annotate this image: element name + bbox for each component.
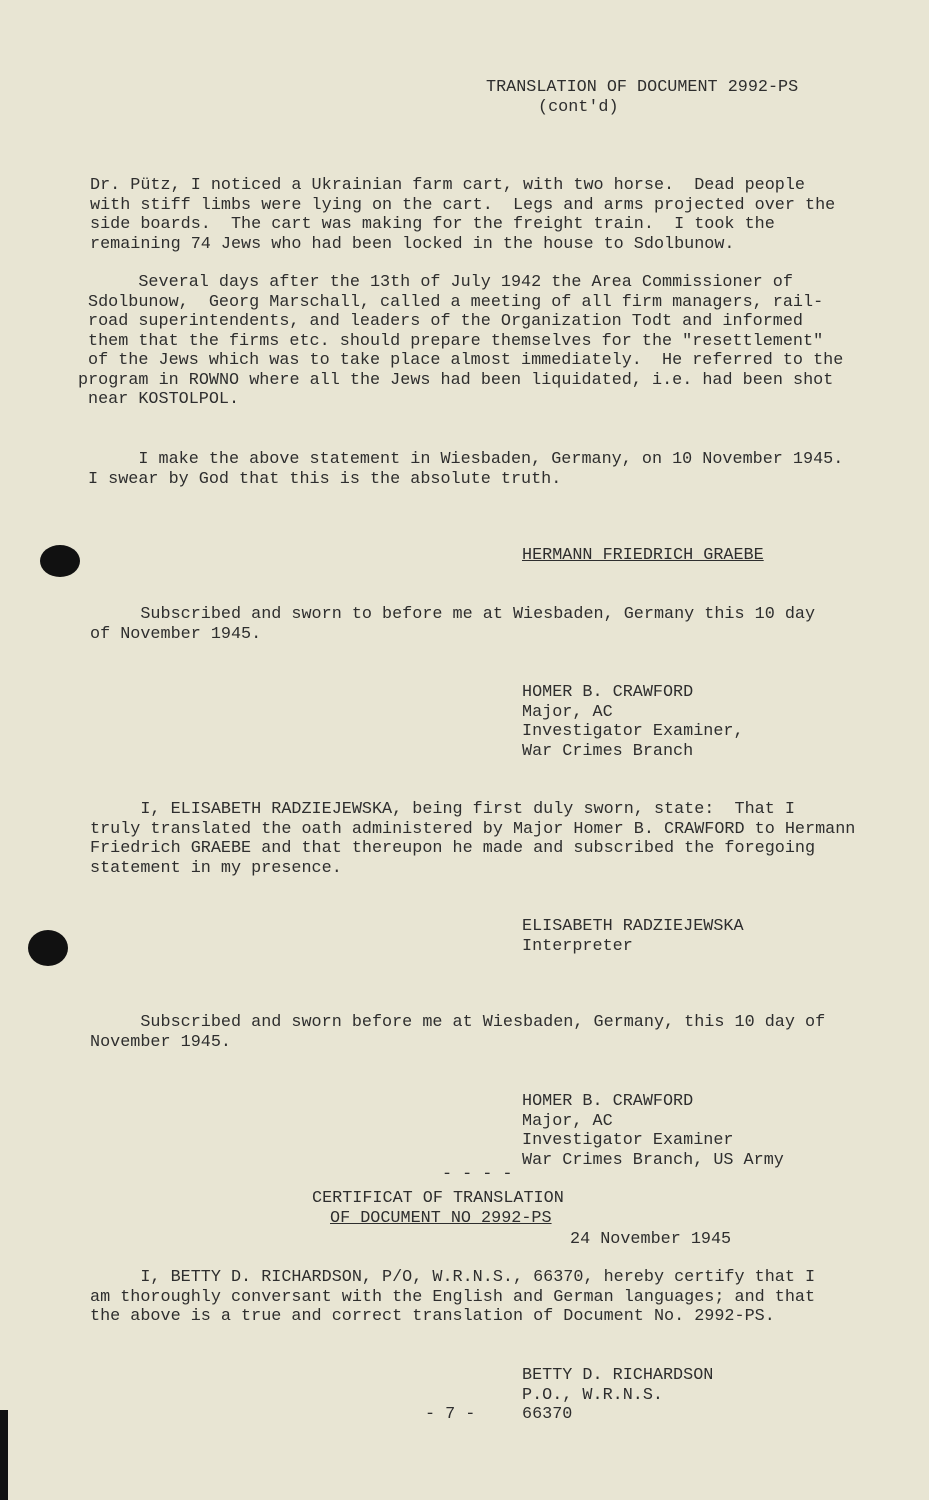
text-line: Several days after the 13th of July 1942 the Area Commissioner of <box>88 273 793 292</box>
sworn-statement-1 <box>90 605 815 644</box>
text-line: the above is a true and correct translation of Document No. 2992-PS. <box>90 1307 775 1326</box>
certificate-subheading: OF DOCUMENT NO 2992-PS <box>330 1208 552 1228</box>
text-line: ELISABETH RADZIEJEWSKA <box>522 917 744 936</box>
punch-hole-top <box>40 545 80 577</box>
certificate-date: 24 November 1945 <box>570 1230 732 1249</box>
text-line: 66370 <box>522 1405 573 1424</box>
text-line: of the Jews which was to take place almost immediately. He referred to the <box>88 351 844 370</box>
certificate-heading: CERTIFICAT OF TRANSLATION <box>312 1189 564 1208</box>
text-line: Sdolbunow, Georg Marschall, called a meeting of all firm managers, rail- <box>88 292 824 312</box>
text-line: I, BETTY D. RICHARDSON, P/O, W.R.N.S., 66370, hereby certify that I <box>90 1268 816 1287</box>
text-line: Investigator Examiner, <box>522 722 744 741</box>
signature-richardson <box>522 1366 713 1425</box>
text-line: remaining 74 Jews who had been locked in the house to Sdolbunow. <box>90 234 735 254</box>
text-line: I make the above statement in Wiesbaden, Germany, on 10 November 1945. <box>88 450 844 469</box>
text-line: Subscribed and sworn to before me at Wiesbaden, Germany this 10 day <box>90 605 816 624</box>
text-line: of November 1945. <box>90 624 262 644</box>
text-line: truly translated the oath administered by Major Homer B. CRAWFORD to Hermann <box>90 819 856 839</box>
punch-hole-bottom <box>28 930 68 966</box>
text-line: War Crimes Branch, US Army <box>522 1150 784 1170</box>
text-line: Interpreter <box>522 936 633 956</box>
paragraph-2 <box>78 273 844 410</box>
paragraph-1 <box>90 176 835 254</box>
text-line: I swear by God that this is the absolute truth. <box>88 469 562 489</box>
text-line: side boards. The cart was making for the freight train. I took the <box>90 215 775 234</box>
text-line: road superintendents, and leaders of the Organization Todt and informed <box>88 312 803 331</box>
text-line: Subscribed and sworn before me at Wiesbaden, Germany, this 10 day of <box>90 1013 826 1032</box>
text-line: Major, AC <box>522 1111 613 1131</box>
text-line: am thoroughly conversant with the English and German languages; and that <box>90 1287 816 1307</box>
certificate-title <box>312 1189 564 1228</box>
text-line: War Crimes Branch <box>522 741 694 761</box>
text-line: them that the firms etc. should prepare themselves for the "resettlement" <box>88 331 824 351</box>
paragraph-3 <box>88 450 843 489</box>
sworn-statement-2 <box>90 1013 825 1052</box>
document-header <box>486 78 798 117</box>
text-line: HOMER B. CRAWFORD <box>522 1092 694 1111</box>
signature-graebe: HERMANN FRIEDRICH GRAEBE <box>522 546 764 565</box>
text-line: near KOSTOLPOL. <box>88 390 240 409</box>
text-line: November 1945. <box>90 1032 231 1052</box>
page-edge-shadow <box>0 1410 8 1500</box>
paragraph-5 <box>90 1268 815 1327</box>
text-line: with stiff limbs were lying on the cart. Legs and arms projected over the <box>90 195 836 215</box>
signature-crawford-1 <box>522 683 744 761</box>
text-line: Friedrich GRAEBE and that thereupon he made and subscribed the foregoing <box>90 839 816 858</box>
header-subtitle: (cont'd) <box>538 97 619 117</box>
text-line: I, ELISABETH RADZIEJEWSKA, being first duly sworn, state: That I <box>90 800 795 819</box>
paragraph-4 <box>90 800 855 878</box>
signature-interpreter <box>522 917 744 956</box>
text-line: Investigator Examiner <box>522 1131 734 1150</box>
page-number: - 7 - <box>425 1405 476 1424</box>
text-line: BETTY D. RICHARDSON <box>522 1366 714 1385</box>
separator: - - - - <box>442 1165 513 1184</box>
signature-crawford-2 <box>522 1092 784 1170</box>
text-line: Dr. Pütz, I noticed a Ukrainian farm cart, with two horse. Dead people <box>90 176 805 195</box>
text-line: program in ROWNO where all the Jews had been liquidated, i.e. had been shot <box>78 370 834 390</box>
text-line: statement in my presence. <box>90 858 342 878</box>
header-title: TRANSLATION OF DOCUMENT 2992-PS <box>486 78 799 97</box>
text-line: HOMER B. CRAWFORD <box>522 683 694 702</box>
text-line: Major, AC <box>522 702 613 722</box>
text-line: P.O., W.R.N.S. <box>522 1385 663 1405</box>
